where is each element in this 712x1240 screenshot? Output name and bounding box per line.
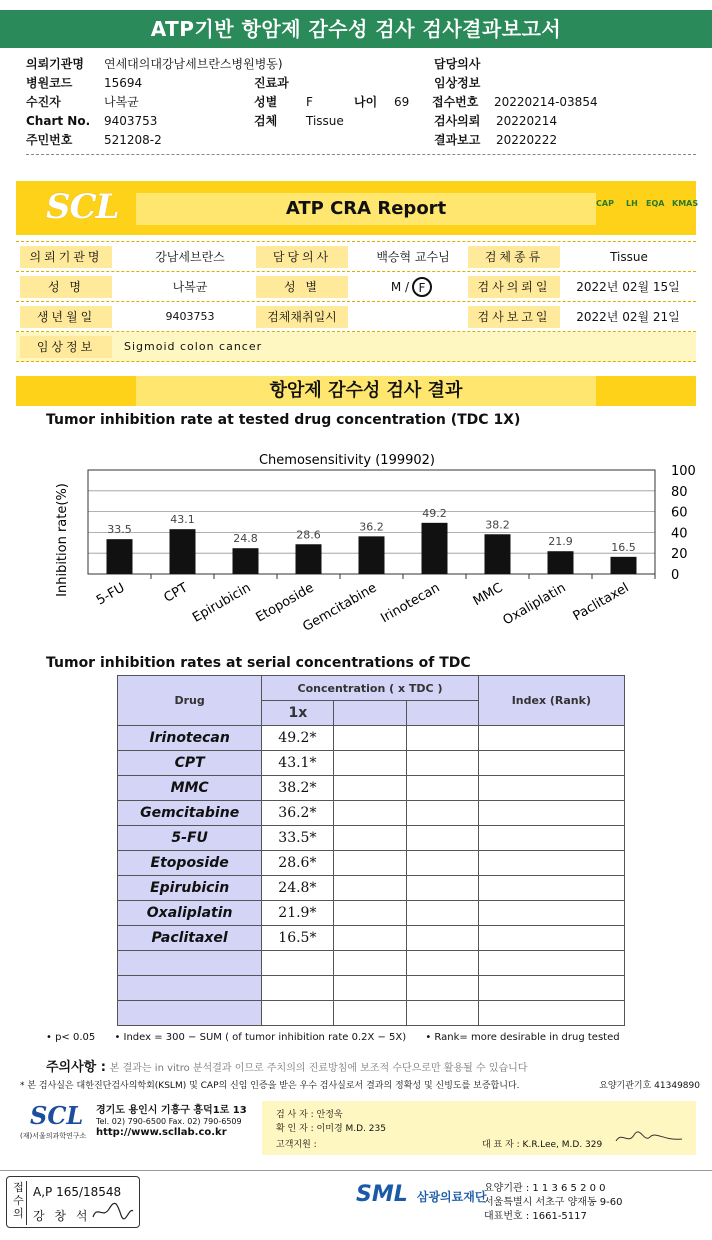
table-row bbox=[118, 976, 625, 1001]
value-3-cell bbox=[406, 976, 478, 1001]
value-1x-cell: 49.2* bbox=[262, 726, 334, 751]
right-axis-tick: 80 bbox=[671, 484, 688, 500]
drug-cell: Etoposide bbox=[118, 851, 262, 876]
value-2-cell bbox=[334, 776, 406, 801]
value-3-cell bbox=[406, 826, 478, 851]
info-clinical-label: 임상정보 bbox=[20, 336, 112, 358]
receipt-value: 20220214-03854 bbox=[494, 94, 598, 109]
info-name-value: 나복균 bbox=[172, 280, 208, 294]
info-name-label: 성 명 bbox=[20, 276, 112, 298]
chart-ylabel: Inhibition rate(%) bbox=[55, 483, 70, 597]
category-label: Etoposide bbox=[253, 580, 317, 626]
value-3-cell bbox=[406, 726, 478, 751]
cert-note bbox=[20, 1078, 700, 1091]
value-3-cell bbox=[406, 851, 478, 876]
value-1x-cell: 33.5* bbox=[262, 826, 334, 851]
rrn-value: 521208-2 bbox=[104, 132, 162, 147]
patient-value: 나복균 bbox=[104, 95, 139, 109]
drug-header: Drug bbox=[118, 676, 262, 726]
bar-mmc bbox=[485, 534, 511, 574]
bar-paclitaxel bbox=[611, 557, 637, 574]
bar-oxaliplatin bbox=[548, 551, 574, 574]
info-clinical-value: Sigmoid colon cancer bbox=[124, 340, 263, 353]
value-1x-cell: 21.9* bbox=[262, 901, 334, 926]
chart-no-label: Chart No. bbox=[26, 113, 91, 128]
table-row bbox=[118, 751, 625, 776]
table-row bbox=[118, 776, 625, 801]
col-3-header bbox=[406, 701, 478, 726]
note-rank: • Rank= more desirable in drug tested bbox=[425, 1032, 620, 1043]
kmas-cert-icon: KMAS bbox=[672, 199, 699, 208]
bar-value-label: 49.2 bbox=[422, 506, 447, 520]
category-label: CPT bbox=[161, 580, 191, 606]
value-1x-cell: 16.5* bbox=[262, 926, 334, 951]
table-row bbox=[118, 1001, 625, 1026]
address-line-2: Tel. 02) 790-6500 Fax. 02) 790-6509 bbox=[96, 1117, 242, 1126]
info-sex-f-circled: F bbox=[412, 277, 432, 297]
info-request-date-label: 검사의뢰일 bbox=[468, 276, 560, 298]
info-specimen-type-label: 검체종류 bbox=[468, 246, 560, 268]
reception-stamp bbox=[6, 1176, 140, 1228]
caution-text: 본 결과는 in vitro 분석결과 이므로 주치의의 진료방침에 보조적 수단으로만 활용될 수 있습니다 bbox=[109, 1063, 528, 1074]
drug-cell bbox=[118, 976, 262, 1001]
bar-irinotecan bbox=[422, 523, 448, 574]
caution bbox=[46, 1056, 527, 1075]
sex-value: F bbox=[306, 94, 313, 109]
value-2-cell bbox=[334, 826, 406, 851]
cap-cert-icon: CAP bbox=[596, 199, 614, 208]
eqa-cert-icon: EQA bbox=[646, 199, 665, 208]
col-2-header bbox=[334, 701, 406, 726]
request-label: 검사의뢰 bbox=[434, 114, 481, 128]
rrn-label: 주민번호 bbox=[26, 133, 73, 147]
index-cell bbox=[478, 751, 624, 776]
chart-subtitle: Tumor inhibition rate at tested drug concentration (TDC 1X) bbox=[46, 412, 521, 428]
bar-cpt bbox=[170, 529, 196, 574]
value-2-cell bbox=[334, 1001, 406, 1026]
chemosensitivity-chart bbox=[20, 440, 710, 650]
representative-signature-icon bbox=[614, 1129, 684, 1147]
hospital-code-label: 병원코드 bbox=[26, 76, 73, 90]
drug-cell bbox=[118, 951, 262, 976]
right-axis-tick: 20 bbox=[671, 547, 688, 563]
index-cell bbox=[478, 926, 624, 951]
stamp-line-2: 강 창 석 bbox=[33, 1209, 91, 1223]
value-2-cell bbox=[334, 726, 406, 751]
institution-value: 연세대의대강남세브란스병원병동) bbox=[104, 57, 283, 71]
value-1x-cell: 43.1* bbox=[262, 751, 334, 776]
chart-no-value: 9403753 bbox=[104, 113, 158, 128]
value-1x-cell bbox=[262, 976, 334, 1001]
info-sex-m: M / bbox=[390, 280, 410, 294]
info-birth-label: 생년월일 bbox=[20, 306, 112, 328]
table-subtitle: Tumor inhibition rates at serial concentrations of TDC bbox=[46, 655, 471, 671]
sml-line-3: 대표번호 : 1661-5117 bbox=[484, 1211, 587, 1222]
bar-value-label: 36.2 bbox=[359, 520, 384, 534]
specimen-value: Tissue bbox=[306, 113, 344, 128]
right-axis-tick: 100 bbox=[671, 464, 696, 479]
value-2-cell bbox=[334, 851, 406, 876]
value-2-cell bbox=[334, 976, 406, 1001]
doctor-label: 담당의사 bbox=[434, 57, 481, 71]
index-cell bbox=[478, 726, 624, 751]
specimen-label: 검체 bbox=[254, 114, 278, 128]
value-2-cell bbox=[334, 801, 406, 826]
drug-cell: Epirubicin bbox=[118, 876, 262, 901]
category-label: Epirubicin bbox=[190, 580, 254, 626]
value-3-cell bbox=[406, 1001, 478, 1026]
lh-cert-icon: LH bbox=[626, 199, 638, 208]
drug-cell bbox=[118, 1001, 262, 1026]
checker: 확 인 자 : 이미경 M.D. 235 bbox=[276, 1124, 386, 1134]
index-header: Index (Rank) bbox=[478, 676, 624, 726]
category-label: 5-FU bbox=[94, 580, 128, 609]
table-row bbox=[118, 901, 625, 926]
sml-logo bbox=[356, 1182, 486, 1207]
bar-value-label: 43.1 bbox=[170, 513, 195, 527]
signature-block bbox=[262, 1101, 696, 1155]
concentration-header: Concentration ( x TDC ) bbox=[262, 676, 478, 701]
scl-logo: SCL bbox=[46, 187, 119, 227]
info-report-date-label: 검사보고일 bbox=[468, 306, 560, 328]
sml-mark: SML bbox=[356, 1182, 408, 1207]
header-block bbox=[26, 54, 706, 149]
report-value: 20220222 bbox=[496, 132, 558, 147]
value-3-cell bbox=[406, 901, 478, 926]
value-3-cell bbox=[406, 876, 478, 901]
info-institution-value: 강남세브란스 bbox=[155, 250, 225, 264]
value-1x-cell: 36.2* bbox=[262, 801, 334, 826]
report-label: 결과보고 bbox=[434, 133, 481, 147]
info-institution-label: 의뢰기관명 bbox=[20, 246, 112, 268]
category-label: MMC bbox=[470, 580, 506, 610]
index-cell bbox=[478, 801, 624, 826]
index-cell bbox=[478, 851, 624, 876]
drug-cell: MMC bbox=[118, 776, 262, 801]
dept-label: 진료과 bbox=[254, 76, 289, 90]
drug-cell: Irinotecan bbox=[118, 726, 262, 751]
stamp-vertical-label: 접수의 bbox=[11, 1181, 27, 1225]
cra-report-title: ATP CRA Report bbox=[136, 193, 596, 225]
note-p: • p< 0.05 bbox=[46, 1032, 96, 1043]
value-1x-cell: 24.8* bbox=[262, 876, 334, 901]
table-row bbox=[118, 926, 625, 951]
scl-banner bbox=[16, 181, 699, 235]
chart-title: Chemosensitivity (199902) bbox=[258, 453, 436, 468]
bar-value-label: 21.9 bbox=[548, 535, 573, 549]
value-1x-cell bbox=[262, 1001, 334, 1026]
age-value: 69 bbox=[394, 94, 410, 109]
value-1x-cell: 28.6* bbox=[262, 851, 334, 876]
bar-value-label: 33.5 bbox=[107, 523, 132, 537]
info-collect-label: 검체채취일시 bbox=[256, 306, 348, 328]
request-value: 20220214 bbox=[496, 113, 558, 128]
drug-cell: 5-FU bbox=[118, 826, 262, 851]
bar-epirubicin bbox=[233, 548, 259, 574]
drug-cell: Gemcitabine bbox=[118, 801, 262, 826]
institution-label: 의뢰기관명 bbox=[26, 57, 84, 71]
table-row bbox=[118, 726, 625, 751]
value-1x-cell: 38.2* bbox=[262, 776, 334, 801]
note-index: • Index = 300 − SUM ( of tumor inhibition rate 0.2X − 5X) bbox=[114, 1032, 407, 1043]
bar-value-label: 38.2 bbox=[485, 518, 510, 532]
table-row bbox=[118, 826, 625, 851]
value-3-cell bbox=[406, 751, 478, 776]
value-3-cell bbox=[406, 776, 478, 801]
category-label: Oxaliplatin bbox=[500, 580, 569, 629]
category-label: Irinotecan bbox=[378, 580, 443, 627]
info-report-date-value: 2022년 02월 21일 bbox=[576, 310, 680, 324]
info-doctor-label: 담당의사 bbox=[256, 246, 348, 268]
index-cell bbox=[478, 1001, 624, 1026]
footer-address bbox=[96, 1105, 247, 1138]
bar-value-label: 24.8 bbox=[233, 532, 258, 546]
info-sex-label: 성 별 bbox=[256, 276, 348, 298]
sml-name: 삼광의료재단 bbox=[416, 1190, 487, 1204]
value-2-cell bbox=[334, 901, 406, 926]
drug-cell: CPT bbox=[118, 751, 262, 776]
bar-value-label: 28.6 bbox=[296, 528, 321, 542]
info-birth-value: 9403753 bbox=[165, 310, 215, 323]
patient-label: 수진자 bbox=[26, 95, 61, 109]
info-specimen-type-value: Tissue bbox=[610, 250, 648, 264]
index-cell bbox=[478, 826, 624, 851]
info-request-date-value: 2022년 02월 15일 bbox=[576, 280, 680, 294]
value-1x-cell bbox=[262, 951, 334, 976]
value-2-cell bbox=[334, 751, 406, 776]
value-2-cell bbox=[334, 926, 406, 951]
receipt-label: 접수번호 bbox=[432, 95, 479, 109]
info-doctor-value: 백승혁 교수님 bbox=[376, 250, 450, 264]
caution-label: 주의사항 : bbox=[46, 1060, 106, 1075]
bar-etoposide bbox=[296, 544, 322, 574]
index-cell bbox=[478, 776, 624, 801]
category-label: Gemcitabine bbox=[300, 580, 380, 635]
footer-scl-logo: SCL bbox=[30, 1101, 84, 1130]
value-3-cell bbox=[406, 951, 478, 976]
address-line-1: 경기도 용인시 기흥구 흥덕1로 13 bbox=[96, 1105, 247, 1116]
bar-value-label: 16.5 bbox=[611, 540, 636, 554]
value-3-cell bbox=[406, 801, 478, 826]
hospital-code-value: 15694 bbox=[104, 75, 143, 90]
age-label: 나이 bbox=[354, 95, 378, 109]
sml-line-1: 요양기관 : 1 1 3 6 5 2 0 0 bbox=[484, 1183, 606, 1194]
table-row bbox=[118, 851, 625, 876]
index-cell bbox=[478, 976, 624, 1001]
footer-scl bbox=[20, 1101, 260, 1145]
stamp-signature-icon bbox=[91, 1201, 135, 1223]
table-row bbox=[118, 951, 625, 976]
table-row bbox=[118, 876, 625, 901]
drug-cell: Oxaliplatin bbox=[118, 901, 262, 926]
sml-line-2: 서울특별시 서초구 양재동 9-60 bbox=[484, 1197, 623, 1208]
right-axis-tick: 60 bbox=[671, 505, 688, 521]
value-2-cell bbox=[334, 876, 406, 901]
col-1x-header: 1x bbox=[262, 701, 334, 726]
drug-cell: Paclitaxel bbox=[118, 926, 262, 951]
bar-5-fu bbox=[107, 539, 133, 574]
results-table bbox=[117, 675, 625, 1026]
table-row bbox=[118, 801, 625, 826]
support: 고객지원 : bbox=[276, 1140, 317, 1150]
index-cell bbox=[478, 876, 624, 901]
footer-scl-subtitle: (재)서울의과학연구소 bbox=[20, 1132, 87, 1140]
bottom-divider bbox=[0, 1170, 712, 1171]
examiner: 검 사 자 : 안정욱 bbox=[276, 1110, 343, 1120]
value-2-cell bbox=[334, 951, 406, 976]
sex-label: 성별 bbox=[254, 95, 278, 109]
section-title: 항암제 감수성 검사 결과 bbox=[136, 376, 596, 406]
report-title: ATP기반 항암제 감수성 검사 검사결과보고서 bbox=[0, 10, 712, 48]
category-label: Paclitaxel bbox=[570, 580, 632, 625]
section-banner bbox=[16, 376, 696, 406]
notes bbox=[46, 1032, 636, 1043]
address-line-3: http://www.scllab.co.kr bbox=[96, 1127, 227, 1138]
index-cell bbox=[478, 901, 624, 926]
patient-info-table bbox=[16, 241, 696, 362]
value-3-cell bbox=[406, 926, 478, 951]
stamp-line-1: A,P 165/18548 bbox=[33, 1185, 122, 1199]
right-axis-tick: 40 bbox=[671, 526, 688, 542]
right-axis-tick: 0 bbox=[671, 568, 680, 583]
info-collect-value bbox=[352, 306, 462, 328]
cert-note-text: * 본 검사실은 대한진단검사의학회(KSLM) 및 CAP의 신임 인증을 받은 우수 검사실로서 결과의 정확성 및 신빙도를 보증합니다. bbox=[20, 1081, 520, 1091]
header-divider bbox=[26, 154, 696, 155]
representative: 대 표 자 : K.R.Lee, M.D. 329 bbox=[482, 1140, 603, 1150]
sml-info bbox=[484, 1182, 623, 1224]
bar-gemcitabine bbox=[359, 536, 385, 574]
clinical-info-label: 임상정보 bbox=[434, 76, 481, 90]
institution-code: 요양기관기호 41349890 bbox=[599, 1081, 700, 1091]
index-cell bbox=[478, 951, 624, 976]
